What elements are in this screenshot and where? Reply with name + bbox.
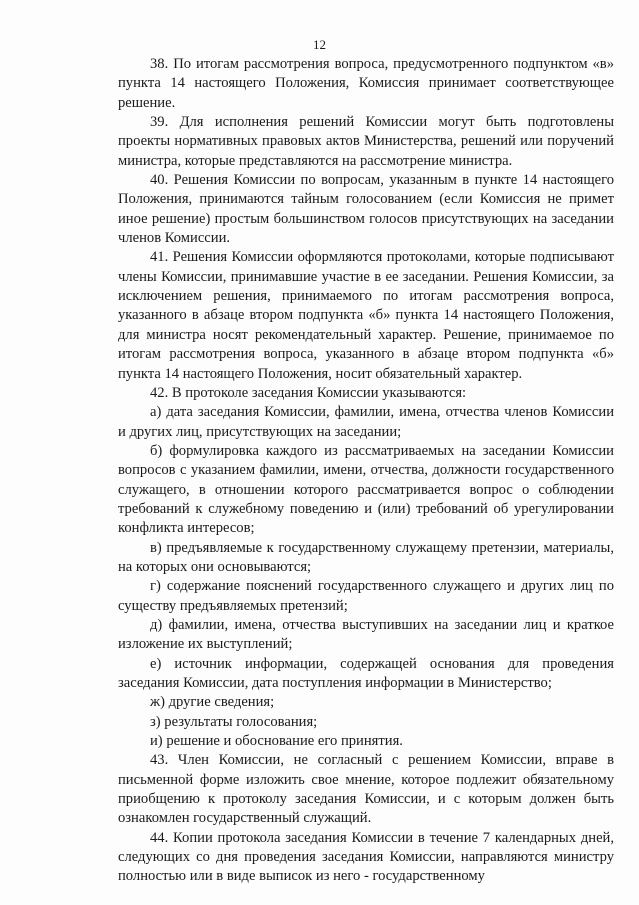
paragraph-42: 42. В протоколе заседания Комиссии указываются:: [150, 384, 467, 401]
paragraph-43: 43. Член Комиссии, не согласный с решением Комиссии, вправе в письменной форме изложить свое мнение, которое подлежит обязательному приобщению к протоколу заседания Комиссии, и с которым должен быть ознакомлен государственный служащий.: [118, 752, 614, 827]
paragraph-41: 41. Решения Комиссии оформляются протоколами, которые подписывают члены Комиссии, принимавшие участие в ее заседании. Решения Комиссии, за исключением решения, принимаемого по итогам рассмотрения вопроса, указанного в абзаце втором подпункта «б» пункта 14 настоящего Положения, для министра носят рекомендательный характер. Решение, принимаемое по итогам рассмотрения вопроса, указанного в абзаце втором подпункта «б» пункта 14 настоящего Положения, носит обязательный характер.: [118, 249, 614, 382]
paragraph-38: 38. По итогам рассмотрения вопроса, предусмотренного подпунктом «в» пункта 14 настоящего Положения, Комиссия принимает соответствующее решение.: [118, 56, 614, 111]
list-item-d: д) фамилии, имена, отчества выступивших на заседании лиц и краткое изложение их выступлений;: [118, 616, 614, 653]
list-item-zh: ж) другие сведения;: [150, 694, 275, 711]
list-item-a: а) дата заседания Комиссии, фамилии, имена, отчества членов Комиссии и других лиц, присутствующих на заседании;: [118, 404, 614, 440]
document-body: [118, 55, 614, 887]
list-item-g: г) содержание пояснений государственного служащего и других лиц по существу предъявляемых претензий;: [118, 578, 614, 614]
list-item-z: з) результаты голосования;: [150, 713, 318, 730]
list-item-b: б) формулировка каждого из рассматриваемых на заседании Комиссии вопросов с указанием фамилии, имени, отчества, должности государственного служащего, в отношении которого рассматривается вопрос о соблюдении требований к служебному поведению и (или) требований об урегулировании конфликта интересов;: [118, 442, 614, 537]
paragraph-39: 39. Для исполнения решений Комиссии могут быть подготовлены проекты нормативных правовых актов Министерства, решений или поручений министра, которые представляются на рассмотрение министра.: [118, 114, 614, 169]
paragraph-44: 44. Копии протокола заседания Комиссии в течение 7 календарных дней, следующих со дня проведения заседания Комиссии, направляются министру полностью или в виде выписок из него - государственному: [118, 829, 614, 885]
list-item-e: е) источник информации, содержащей основания для проведения заседания Комиссии, дата поступления информации в Министерство;: [118, 655, 614, 691]
page-number: 12: [313, 37, 326, 52]
list-item-i: и) решение и обоснование его принятия.: [150, 733, 403, 750]
paragraph-40: 40. Решения Комиссии по вопросам, указанным в пункте 14 настоящего Положения, принимаются тайным голосованием (если Комиссия не примет иное решение) простым большинством голосов присутствующих на заседании членов Комиссии.: [118, 172, 614, 247]
list-item-v: в) предъявляемые к государственному служащему претензии, материалы, на которых они основываются;: [118, 539, 614, 575]
